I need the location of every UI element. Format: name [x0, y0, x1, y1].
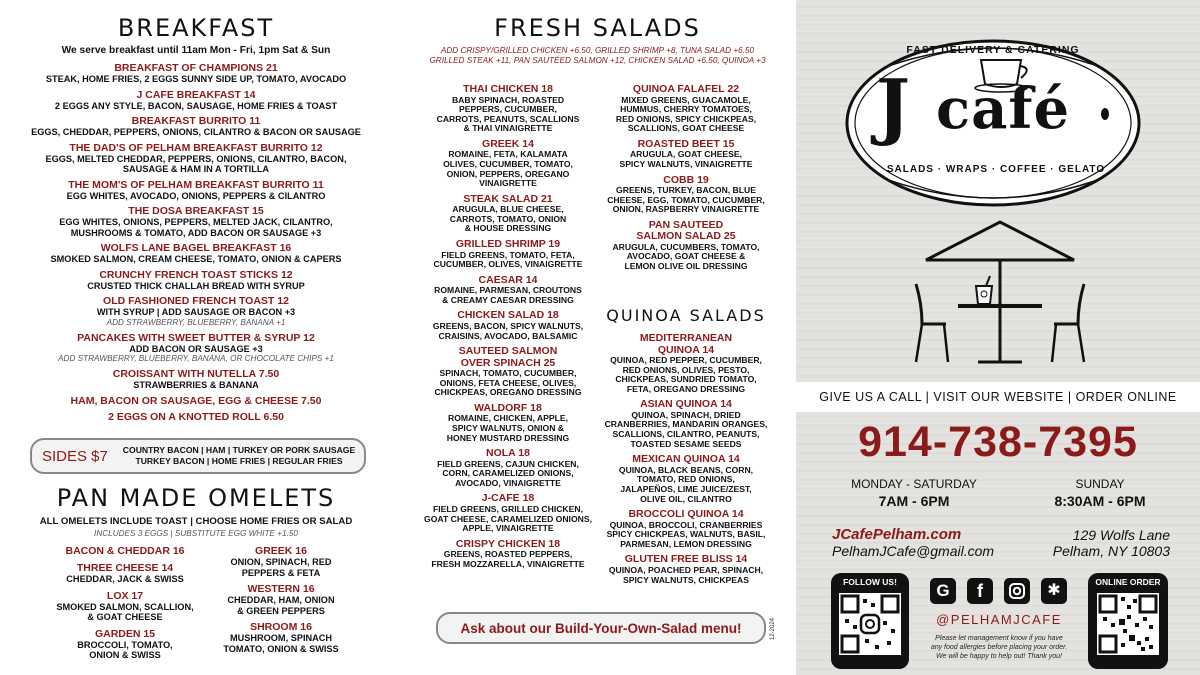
hours-weekday: 7AM - 6PM — [878, 493, 950, 509]
salad-item-desc: PARMESAN, LEMON DRESSING — [620, 538, 752, 549]
salad-item-desc: TOASTED SESAME SEEDS — [630, 438, 742, 449]
salad-item-desc: QUINOA, POACHED PEAR, SPINACH, — [608, 564, 764, 575]
salad-item-desc: CHICKPEAS, OREGANO DRESSING — [434, 387, 582, 398]
omelet-item-desc: ONION & SWISS — [89, 650, 161, 660]
breakfast-item-name: CROISSANT WITH NUTELLA 7.50 — [112, 368, 280, 380]
byo-salad-banner[interactable] — [436, 612, 766, 644]
breakfast-item-desc: CRUSTED THICK CHALLAH BREAD WITH SYRUP — [87, 280, 305, 291]
salad-item-name: SALMON SALAD 25 — [636, 230, 736, 243]
salad-item-desc: HONEY MUSTARD DRESSING — [446, 432, 570, 443]
salad-item — [418, 493, 598, 533]
breakfast-item — [0, 179, 392, 202]
omelet-item-desc: MUSHROOM, SPINACH — [229, 633, 333, 643]
omelet-item-desc: TOMATO, ONION & SWISS — [223, 643, 339, 654]
instagram-icon[interactable] — [1004, 578, 1030, 604]
breakfast-item-name: CRUNCHY FRENCH TOAST STICKS 12 — [99, 268, 293, 281]
salad-item-name: PAN SAUTEED — [648, 218, 724, 231]
salad-item — [596, 454, 776, 504]
breakfast-item-desc: SMOKED SALMON, CREAM CHEESE, TOMATO, ONION & CAPERS — [50, 254, 342, 264]
salad-item-name: J-CAFE 18 — [481, 492, 535, 505]
salad-item-name: THAI CHICKEN 18 — [463, 83, 553, 95]
allergy-line-2: any food allergies before placing your order. — [930, 644, 1068, 651]
breakfast-item — [0, 368, 392, 391]
salad-item — [418, 346, 598, 398]
breakfast-title: BREAKFAST — [117, 14, 275, 42]
yelp-icon[interactable]: ✱ — [1041, 578, 1067, 604]
salad-item-name: CHICKEN SALAD 18 — [457, 309, 559, 322]
breakfast-item-desc: EGGS, MELTED CHEDDAR, PEPPERS, ONIONS, CILANTRO, BACON, — [45, 153, 347, 164]
omelet-item — [196, 583, 366, 616]
breakfast-item-desc: ADD BACON OR SAUSAGE +3 — [129, 343, 263, 354]
breakfast-item — [0, 242, 392, 265]
logo-j: J — [876, 63, 911, 148]
omelet-item-desc: BROCCOLI, TOMATO, — [77, 639, 173, 650]
breakfast-item-desc: SAUSAGE & HAM IN A TORTILLA — [122, 164, 270, 174]
salad-item — [418, 139, 598, 189]
salad-item-desc: SCALLIONS, GOAT CHEESE — [627, 123, 745, 134]
salad-item-desc: OLIVE OIL, CILANTRO — [640, 493, 732, 504]
salad-item-desc: QUINOA, BROCCOLI, CRANBERRIES — [609, 519, 763, 530]
sides-line-2: TURKEY BACON | HOME FRIES | REGULAR FRIES — [135, 456, 343, 466]
salad-item-name: ASIAN QUINOA 14 — [640, 398, 732, 411]
salad-item-desc: CRANBERRIES, MANDARIN ORANGES, — [604, 419, 768, 430]
breakfast-column — [0, 0, 392, 538]
omelet-item — [196, 621, 366, 654]
hours-sunday-label: SUNDAY — [1075, 477, 1125, 491]
salad-item — [418, 448, 598, 488]
omelet-item-name: GREEK 16 — [255, 545, 307, 557]
salad-item-name: MEXICAN QUINOA 14 — [632, 453, 740, 466]
cta-text[interactable]: GIVE US A CALL | VISIT OUR WEBSITE | ORDER ONLINE — [819, 390, 1177, 404]
salads-addons-1: ADD CRISPY/GRILLED CHICKEN +6.50, GRILLED SHRIMP +8, TUNA SALAD +6.50 — [440, 46, 755, 55]
salad-item-desc: ONION, RASPBERRY VINAIGRETTE — [612, 204, 760, 215]
omelets-right-list — [196, 545, 366, 659]
address-line-1: 129 Wolfs Lane — [1072, 527, 1170, 543]
salads-addons-2: GRILLED STEAK +11, PAN SAUTÉED SALMON +12, CHICKEN SALAD +6.50, QUINOA +3 — [429, 56, 766, 65]
breakfast-item-name: J CAFE BREAKFAST 14 — [136, 88, 256, 101]
breakfast-item-name: THE DAD'S OF PELHAM BREAKFAST BURRITO 12 — [69, 141, 323, 154]
order-qr-box[interactable] — [1088, 573, 1168, 669]
breakfast-item — [0, 269, 392, 292]
chair-right-icon — [1052, 284, 1084, 362]
salad-item-desc: & CREAMY CAESAR DRESSING — [442, 294, 574, 305]
salad-item-name: CAESAR 14 — [478, 273, 538, 286]
hours-weekday-label: MONDAY - SATURDAY — [851, 477, 977, 491]
breakfast-item — [0, 115, 392, 138]
salad-item-name: CRISPY CHICKEN 18 — [455, 537, 561, 550]
salad-item-desc: ROMAINE, CHICKEN, APPLE, — [447, 413, 568, 424]
salad-item — [418, 310, 598, 341]
salad-item-desc: GREENS, ROASTED PEPPERS, — [443, 549, 573, 560]
salad-item-desc: ARUGULA, CUCUMBERS, TOMATO, — [612, 241, 760, 252]
iced-coffee-cup-icon — [976, 276, 992, 304]
salad-item-desc: LEMON OLIVE OIL DRESSING — [624, 261, 748, 272]
google-icon[interactable]: G — [930, 578, 956, 604]
omelet-item-desc: PEPPERS & FETA — [241, 567, 321, 578]
salad-item — [418, 539, 598, 570]
order-online-label: ONLINE ORDER — [1095, 577, 1161, 587]
logo-cafe: café — [936, 76, 1071, 142]
breakfast-item-desc: EGG WHITES, ONIONS, PEPPERS, MELTED JACK, CILANTRO, — [59, 217, 333, 227]
omelet-item-desc: SMOKED SALMON, SCALLION, — [56, 601, 194, 612]
chair-left-icon — [916, 284, 948, 362]
salad-item-desc: OLIVES, CUCUMBER, TOMATO, — [443, 158, 573, 169]
salad-item-desc: HUMMUS, CHERRY TOMATOES, — [620, 104, 752, 115]
breakfast-item-desc: STRAWBERRIES & BANANA — [133, 380, 259, 390]
salad-item-desc: SPINACH, TOMATO, CUCUMBER, — [439, 368, 577, 379]
salad-item-desc: FETA, OREGANO DRESSING — [626, 383, 746, 394]
salads-column — [400, 0, 795, 66]
omelet-item-desc: ONION, SPINACH, RED — [230, 557, 332, 567]
salad-item-desc: QUINOA, RED PEPPER, CUCUMBER, — [610, 355, 762, 365]
facebook-icon[interactable]: f — [967, 578, 993, 604]
salad-item-desc: GREENS, BACON, SPICY WALNUTS, — [432, 320, 584, 331]
salad-item-name: ROASTED BEET 15 — [637, 137, 735, 150]
omelet-item-desc: & GOAT CHEESE — [87, 612, 163, 622]
salad-item-desc: SCALLIONS, CILANTRO, PEANUTS, — [612, 429, 760, 440]
salad-item-desc: CARROTS, PEANUTS, SCALLIONS — [436, 113, 580, 124]
salad-item-desc: ARUGULA, BLUE CHEESE, — [452, 204, 564, 215]
salad-item-desc: CUCUMBER, OLIVES, VINAIGRETTE — [433, 259, 583, 270]
breakfast-item-name: BREAKFAST OF CHAMPIONS 21 — [114, 62, 278, 74]
salads-left-list — [418, 84, 598, 574]
follow-qr-code — [839, 593, 901, 655]
salad-item-desc: QUINOA, BLACK BEANS, CORN, — [618, 464, 754, 475]
salad-item-name: COBB 19 — [663, 173, 709, 186]
salad-item-desc: & THAI VINAIGRETTE — [463, 123, 553, 134]
salad-item-name: OVER SPINACH 25 — [460, 356, 556, 369]
breakfast-item — [0, 205, 392, 238]
breakfast-subtitle: We serve breakfast until 11am Mon - Fri, 1pm Sat & Sun — [61, 45, 331, 56]
salad-item-desc: SPICY CHICKPEAS, WALNUTS, BASIL, — [606, 529, 766, 540]
logo-tagline-bottom: SALADS · WRAPS · COFFEE · GELATO — [886, 164, 1106, 175]
allergy-line-1: Please let management know if you have — [935, 635, 1063, 642]
salad-item-desc: SPICY WALNUTS, CHICKPEAS — [623, 574, 749, 585]
omelet-item-name: SHROOM 16 — [250, 621, 312, 633]
breakfast-item-name: HAM, BACON OR SAUSAGE, EGG & CHEESE 7.50 — [70, 394, 322, 407]
omelet-item-name: THREE CHEESE 14 — [76, 562, 174, 574]
order-qr-code — [1097, 593, 1159, 655]
omelet-item — [196, 545, 366, 578]
breakfast-item-desc: EGG WHITES, AVOCADO, ONIONS, PEPPERS & CILANTRO — [66, 190, 326, 201]
salad-item-desc: GOAT CHEESE, CARAMELIZED ONIONS, — [424, 513, 592, 524]
salad-item-desc: QUINOA, SPINACH, DRIED — [631, 409, 741, 420]
sides-box — [30, 438, 366, 474]
breakfast-item-desc: STEAK, HOME FRIES, 2 EGGS SUNNY SIDE UP, TOMATO, AVOCADO — [45, 74, 347, 84]
breakfast-item — [0, 89, 392, 112]
salad-item-desc: MIXED GREENS, GUACAMOLE, — [621, 94, 751, 105]
allergy-line-3: We will be happy to help out! Thank you! — [936, 653, 1062, 660]
salad-item — [596, 139, 776, 170]
salad-item — [596, 84, 776, 134]
salad-item — [418, 239, 598, 270]
salad-item-desc: APPLE, VINAIGRETTE — [462, 523, 554, 534]
allergy-notice — [918, 634, 1080, 661]
salad-item-desc: CHEESE, EGG, TOMATO, CUCUMBER, — [607, 194, 765, 205]
omelet-item — [40, 545, 210, 557]
sides-line-1: COUNTRY BACON | HAM | TURKEY OR PORK SAUSAGE — [122, 445, 356, 455]
salad-item — [418, 275, 598, 306]
social-handle[interactable]: @PELHAMJCAFE — [936, 612, 1062, 627]
salad-item-desc: CRAISINS, AVOCADO, BALSAMIC — [438, 330, 578, 341]
salad-item-desc: BABY SPINACH, ROASTED — [451, 94, 565, 105]
salad-item-desc: AVOCADO, GOAT CHEESE & — [626, 251, 746, 262]
salad-item-desc: SPICY WALNUTS, ONION & — [451, 422, 565, 433]
salad-item-name: NOLA 18 — [486, 447, 530, 460]
omelet-item — [40, 628, 210, 661]
breakfast-item-name: THE MOM'S OF PELHAM BREAKFAST BURRITO 11 — [68, 178, 324, 191]
omelet-item-desc: CHEDDAR, JACK & SWISS — [66, 574, 184, 584]
breakfast-item-name: THE DOSA BREAKFAST 15 — [128, 205, 264, 217]
breakfast-item-note: ADD STRAWBERRY, BLUEBERRY, BANANA +1 — [106, 317, 286, 327]
salad-item — [418, 84, 598, 134]
omelet-item — [40, 562, 210, 585]
salad-item — [596, 220, 776, 272]
phone-number[interactable]: 914-738-7395 — [858, 418, 1138, 466]
breakfast-item — [0, 62, 392, 85]
sides-label: SIDES $7 — [42, 448, 108, 465]
date-code: 12-2024 — [770, 617, 776, 640]
salad-item-name: STEAK SALAD 21 — [463, 192, 553, 205]
salad-item — [596, 175, 776, 215]
omelets-left-list — [40, 545, 210, 666]
salad-item-desc: ARUGULA, GOAT CHEESE, — [629, 149, 743, 160]
salad-item — [418, 194, 598, 234]
salad-item-desc: ROMAINE, FETA, KALAMATA — [448, 149, 568, 160]
omelet-item-name: LOX 17 — [106, 589, 144, 602]
breakfast-item-name: OLD FASHIONED FRENCH TOAST 12 — [103, 295, 289, 307]
address-line-2: Pelham, NY 10803 — [1052, 543, 1170, 559]
salad-item-desc: RED ONIONS, OLIVES, PESTO, — [622, 364, 750, 375]
breakfast-item — [0, 332, 392, 365]
salad-item — [418, 403, 598, 443]
salad-item-desc: ONION, PEPPERS, OREGANO — [446, 168, 570, 179]
logo-tagline-top: FAST DELIVERY & CATERING — [906, 44, 1080, 56]
salad-item — [596, 509, 776, 549]
breakfast-item — [0, 142, 392, 175]
website-link[interactable]: JCafePelham.com — [832, 526, 962, 543]
salad-item — [596, 399, 776, 449]
salad-item-name: GRILLED SHRIMP 19 — [455, 238, 561, 251]
breakfast-item-note: ADD STRAWBERRY, BLUEBERRY, BANANA, OR CHOCOLATE CHIPS +1 — [58, 354, 334, 363]
salad-item-desc: GREENS, TURKEY, BACON, BLUE — [616, 185, 756, 196]
salad-item-desc: PEPPERS, CUCUMBER, — [459, 104, 557, 115]
salad-item-desc: VINAIGRETTE — [479, 178, 537, 189]
breakfast-item — [0, 411, 392, 423]
cafe-table-illustration — [912, 214, 1088, 374]
breakfast-list — [0, 62, 392, 423]
follow-label: FOLLOW US! — [843, 577, 897, 587]
salad-item-name: SAUTEED SALMON — [458, 345, 558, 358]
salad-item-desc: & HOUSE DRESSING — [464, 223, 552, 234]
salad-item-desc: FIELD GREENS, CAJUN CHICKEN, — [437, 458, 579, 469]
byo-salad-text: Ask about our Build-Your-Own-Salad menu! — [460, 621, 742, 636]
omelet-item — [40, 590, 210, 623]
salad-item-desc: ROMAINE, PARMESAN, CROUTONS — [434, 285, 582, 296]
omelets-line-1: ALL OMELETS INCLUDE TOAST | CHOOSE HOME FRIES OR SALAD — [39, 516, 353, 527]
salad-item — [596, 333, 776, 394]
salad-item-name: QUINOA FALAFEL 22 — [632, 83, 740, 95]
salad-item-desc: JALAPEÑOS, LIME JUICE/ZEST, — [620, 483, 752, 494]
omelet-item-name: GARDEN 15 — [94, 627, 156, 640]
quinoa-title: QUINOA SALADS — [606, 306, 766, 325]
breakfast-item-desc: 2 EGGS ANY STYLE, BACON, SAUSAGE, HOME FRIES & TOAST — [54, 100, 338, 111]
salad-item-name: QUINOA 14 — [657, 343, 715, 356]
email-link[interactable]: PelhamJCafe@gmail.com — [832, 543, 995, 559]
salad-item-name: WALDORF 18 — [474, 401, 542, 414]
coffee-bean-right-icon — [1101, 108, 1109, 120]
omelet-item-desc: CHEDDAR, HAM, ONION — [227, 595, 335, 605]
salad-item-name: BROCCOLI QUINOA 14 — [628, 508, 744, 521]
breakfast-item-name: PANCAKES WITH SWEET BUTTER & SYRUP 12 — [77, 331, 315, 344]
salad-item-desc: RED ONIONS, SPICY CHICKPEAS, — [615, 113, 757, 124]
salads-title: FRESH SALADS — [494, 14, 701, 42]
umbrella-icon — [926, 222, 1074, 260]
salad-item-desc: SPICY WALNUTS, VINAIGRETTE — [619, 158, 753, 169]
salad-item — [596, 554, 776, 585]
salad-item-name: MEDITERRANEAN — [639, 332, 733, 344]
quinoa-list — [596, 333, 776, 590]
salad-item-desc: FRESH MOZZARELLA, VINAIGRETTE — [431, 558, 585, 569]
salad-item-desc: CARROTS, TOMATO, ONION — [449, 213, 567, 224]
omelet-item-desc: & GREEN PEPPERS — [237, 605, 325, 616]
breakfast-item-desc: EGGS, CHEDDAR, PEPPERS, ONIONS, CILANTRO & BACON OR SAUSAGE — [31, 127, 361, 137]
hours-sunday: 8:30AM - 6PM — [1054, 493, 1146, 509]
breakfast-item — [0, 395, 392, 407]
salad-item-name: GLUTEN FREE BLISS 14 — [624, 553, 748, 566]
breakfast-item-desc: WITH SYRUP | ADD SAUSAGE OR BACON +3 — [96, 307, 296, 317]
salad-item-desc: CHICKPEAS, SUNDRIED TOMATO, — [615, 374, 757, 385]
breakfast-item-name: 2 EGGS ON A KNOTTED ROLL 6.50 — [108, 410, 284, 423]
omelets-title: PAN MADE OMELETS — [56, 484, 336, 512]
breakfast-item — [0, 295, 392, 328]
salad-item-desc: TOMATO, RED ONIONS, — [637, 474, 735, 485]
salad-item-desc: CORN, CARAMELIZED ONIONS, — [442, 468, 574, 479]
breakfast-item-name: BREAKFAST BURRITO 11 — [131, 115, 261, 127]
salad-item-desc: ONIONS, FETA CHEESE, OLIVES, — [439, 377, 577, 388]
salad-item-desc: FIELD GREENS, GRILLED CHICKEN, — [433, 503, 583, 514]
omelet-item-name: WESTERN 16 — [247, 583, 315, 595]
follow-qr-box[interactable] — [831, 573, 909, 669]
salad-item-name: GREEK 14 — [482, 137, 534, 150]
salads-right-list — [596, 84, 776, 277]
omelets-line-2: INCLUDES 3 EGGS | SUBSTITUTE EGG WHITE +1.50 — [94, 529, 298, 538]
breakfast-item-name: WOLFS LANE BAGEL BREAKFAST 16 — [100, 242, 292, 254]
salad-item-desc: FIELD GREENS, TOMATO, FETA, — [441, 249, 575, 260]
omelet-item-name: BACON & CHEDDAR 16 — [65, 545, 185, 557]
salad-item-desc: AVOCADO, VINAIGRETTE — [455, 477, 561, 488]
breakfast-item-desc: MUSHROOMS & TOMATO, ADD BACON OR SAUSAGE +3 — [70, 227, 322, 238]
